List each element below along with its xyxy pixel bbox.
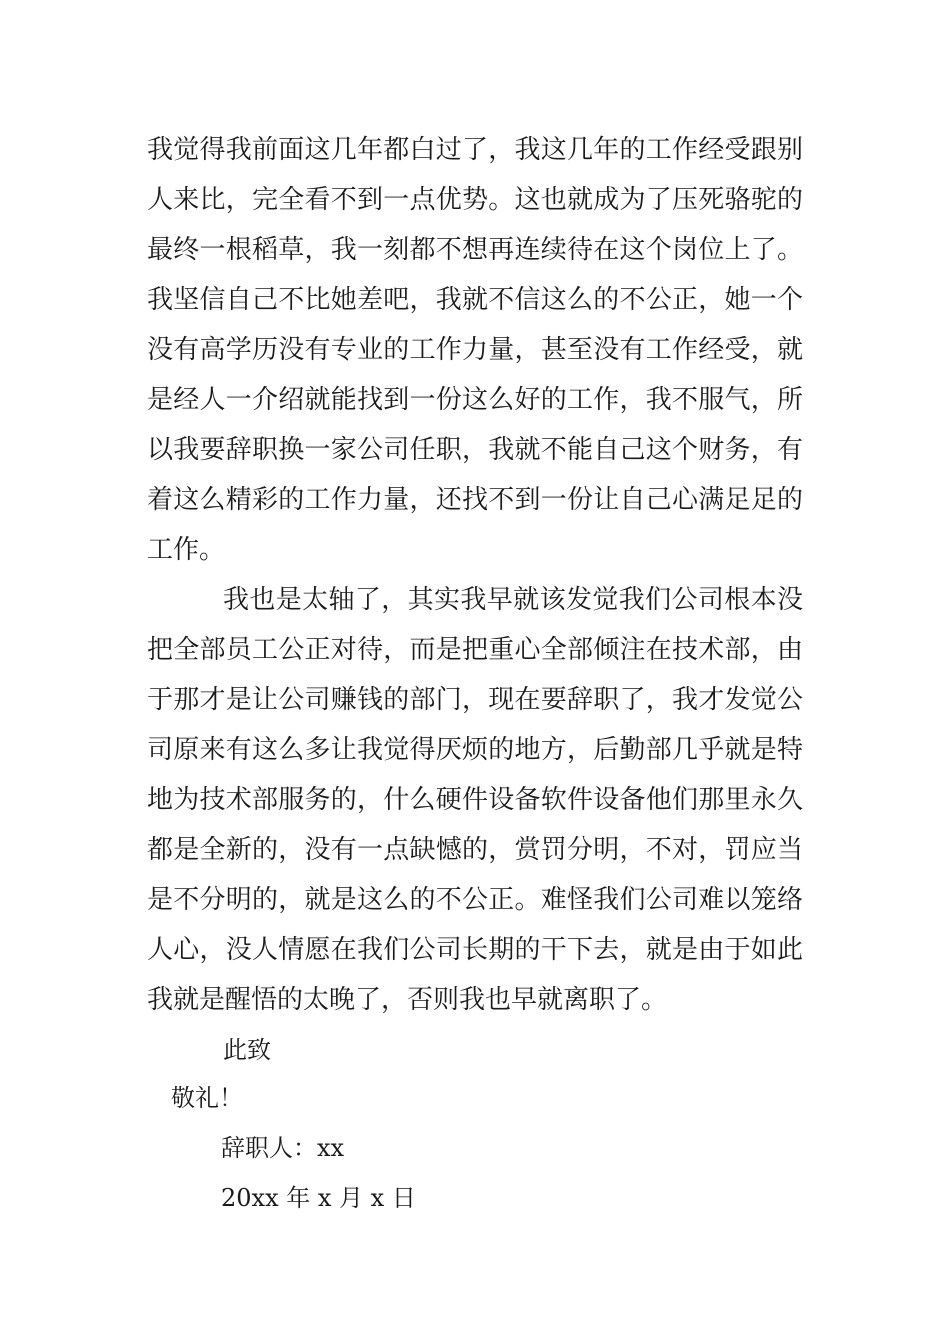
text-line: 是经人一介绍就能找到一份这么好的工作，我不服气，所	[147, 385, 803, 415]
text-line: 着这么精彩的工作力量，还找不到一份让自己心满足足的	[147, 485, 803, 515]
text-line: 于那才是让公司赚钱的部门，现在要辞职了，我才发觉公	[147, 685, 803, 715]
text-line: 人心，没人情愿在我们公司长期的干下去，就是由于如此	[147, 935, 803, 965]
text-line: 是不分明的，就是这么的不公正。难怪我们公司难以笼络	[147, 885, 803, 915]
text-line: 没有高学历没有专业的工作力量，甚至没有工作经受，就	[147, 335, 803, 365]
text-line: 把全部员工公正对待，而是把重心全部倾注在技术部，由	[147, 635, 803, 665]
date: 20xx 年 x 月 x 日	[221, 1184, 416, 1212]
text-line: 都是全新的，没有一点缺憾的，赏罚分明，不对，罚应当	[147, 835, 803, 865]
text-line: 我坚信自己不比她差吧，我就不信这么的不公正，她一个	[147, 285, 803, 315]
text-line: 工作。	[147, 535, 226, 565]
respect-line: 敬礼！	[171, 1084, 243, 1112]
text-line: 地为技术部服务的，什么硬件设备软件设备他们那里永久	[147, 785, 803, 815]
salutation: 此致	[223, 1036, 271, 1064]
text-line: 我也是太轴了，其实我早就该发觉我们公司根本没	[223, 585, 803, 615]
text-line: 人来比，完全看不到一点优势。这也就成为了压死骆驼的	[147, 185, 803, 215]
text-line: 最终一根稻草，我一刻都不想再连续待在这个岗位上了。	[147, 235, 803, 265]
text-line: 我就是醒悟的太晚了，否则我也早就离职了。	[147, 985, 668, 1015]
signer: 辞职人：xx	[221, 1134, 345, 1162]
text-line: 司原来有这么多让我觉得厌烦的地方，后勤部几乎就是特	[147, 735, 803, 765]
text-line: 以我要辞职换一家公司任职，我就不能自己这个财务，有	[147, 435, 803, 465]
text-line: 我觉得我前面这几年都白过了，我这几年的工作经受跟别	[147, 135, 803, 165]
